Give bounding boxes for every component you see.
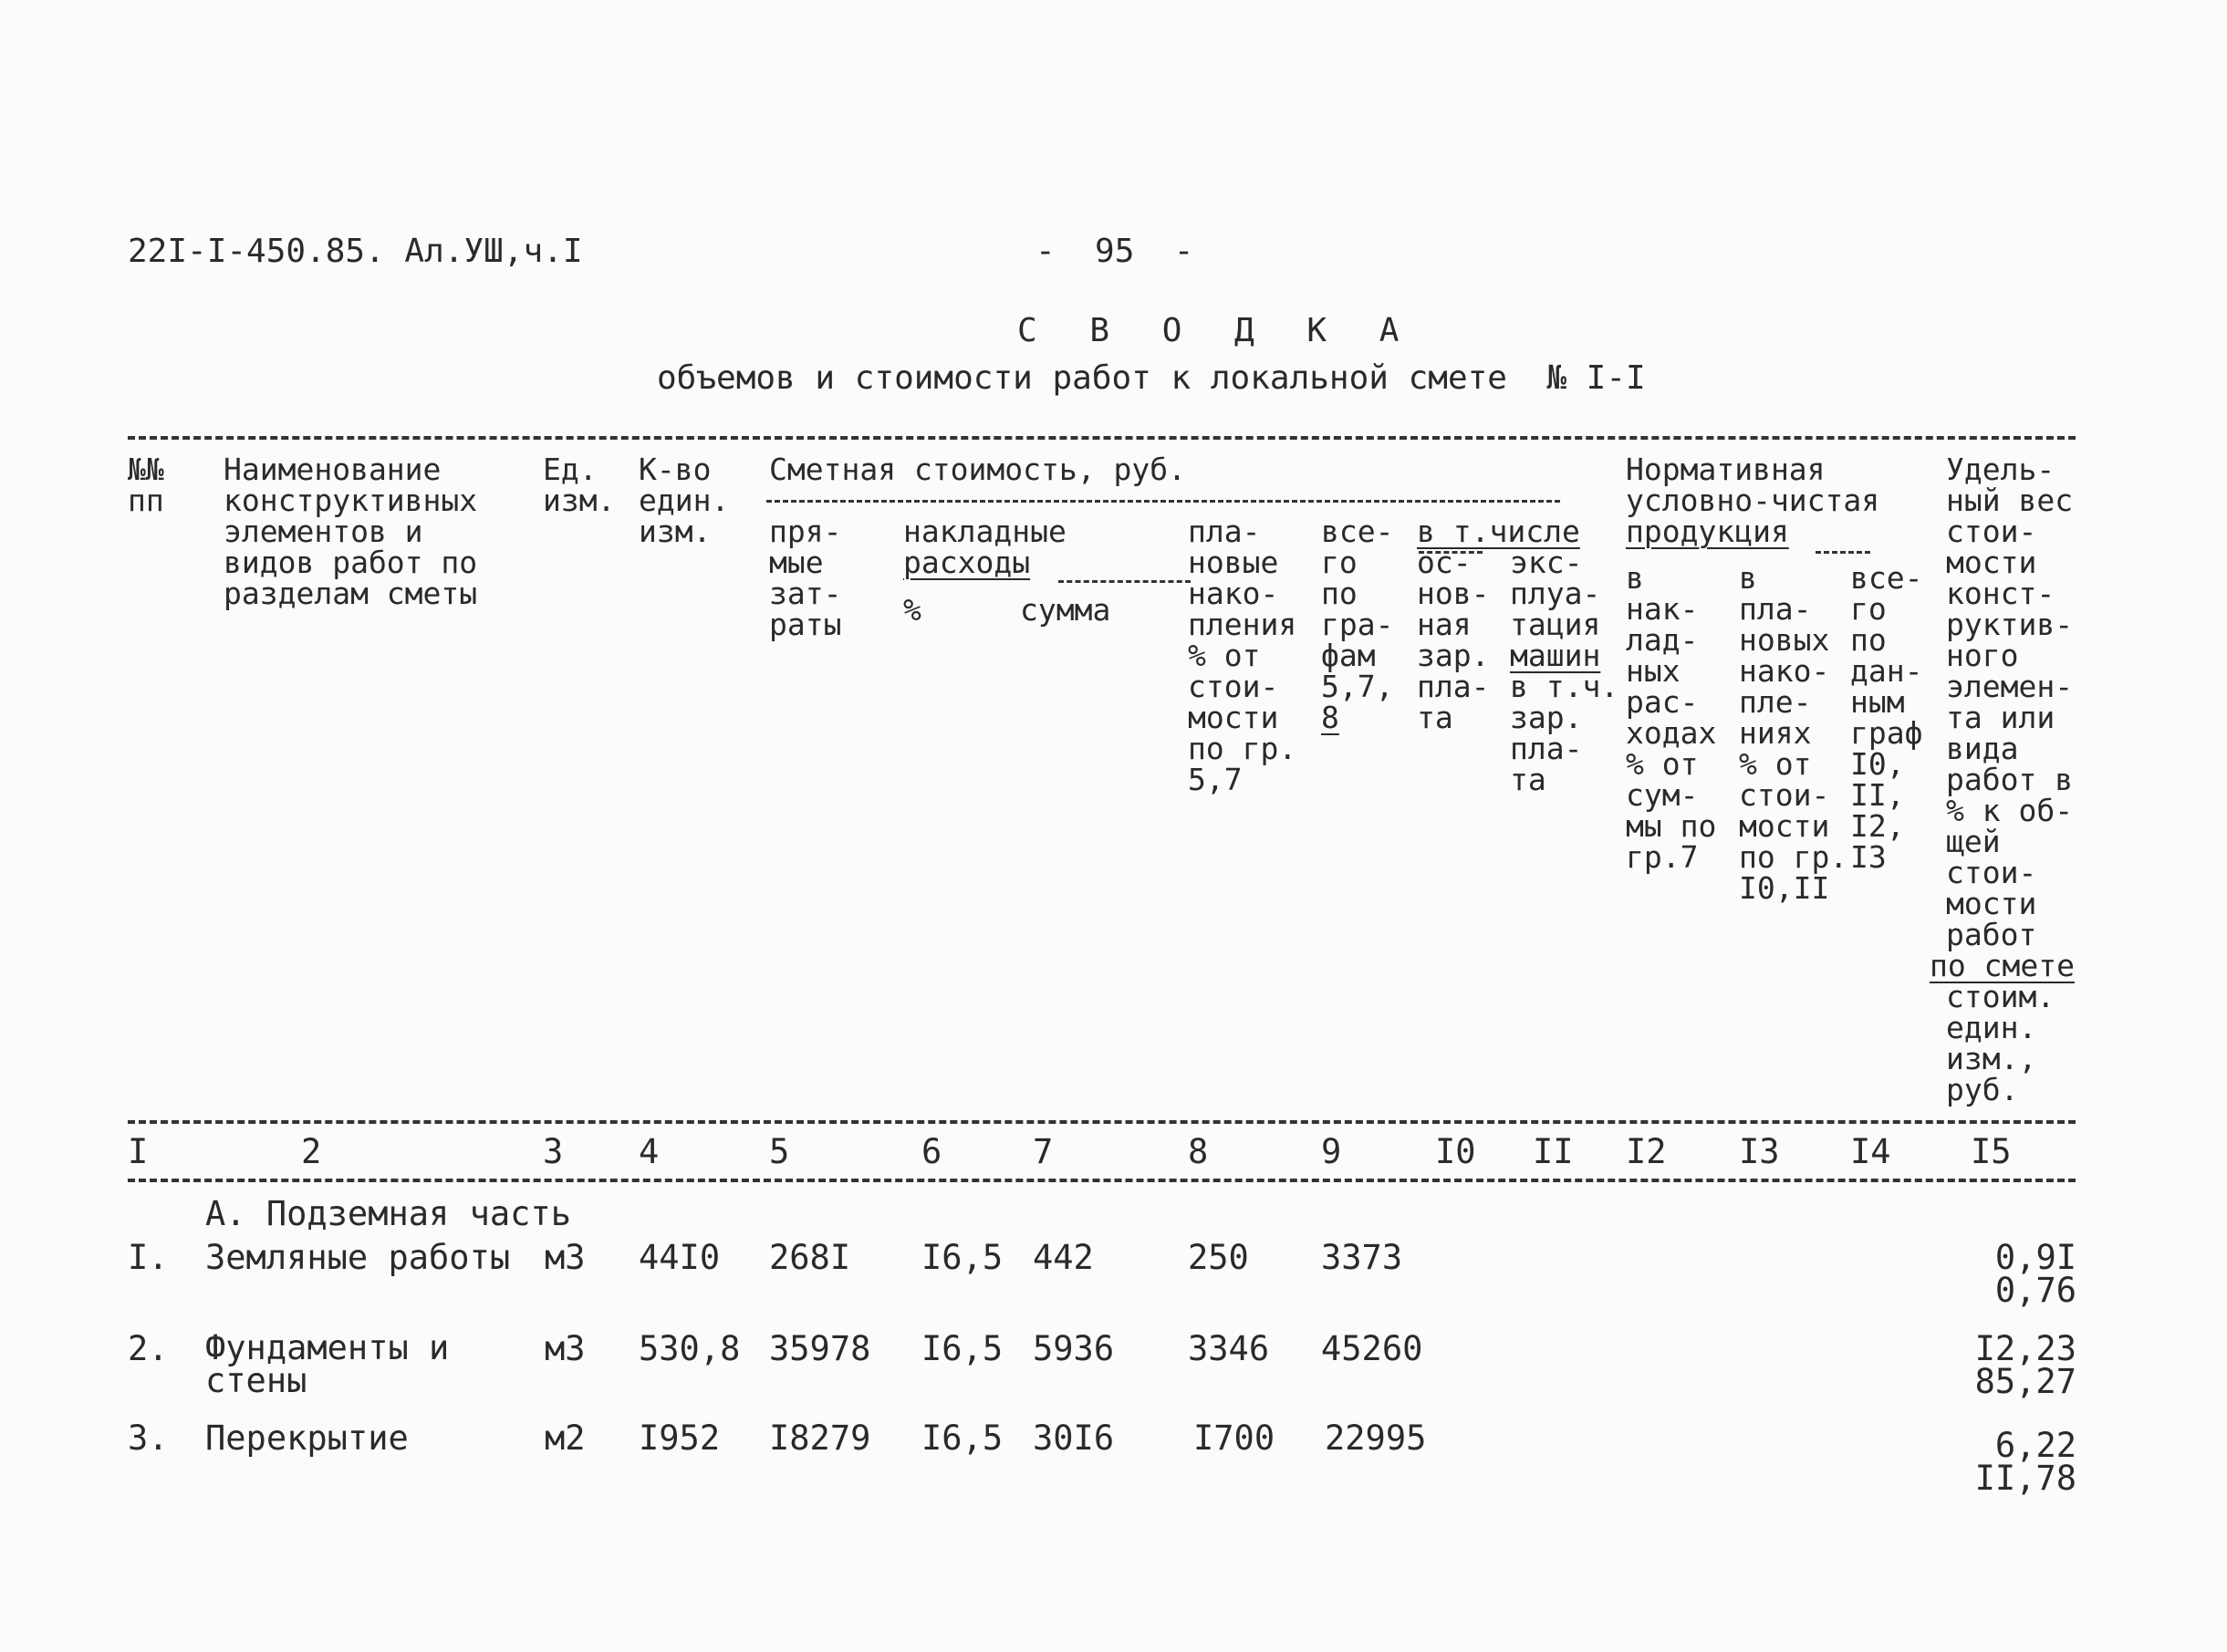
row-1-number: I. — [128, 1238, 169, 1277]
nakl-group-rule — [1058, 580, 1191, 583]
row-1-quantity: 44I0 — [639, 1238, 721, 1277]
page-number: - 95 - — [1035, 233, 1194, 270]
header-by-estimate: по смете — [1930, 948, 2075, 983]
header-unit-weight: Удель- ный вес стои- мости конст- руктив- ного элемен- та или вида работ в % к об- щей стои- мости работ — [1946, 452, 2074, 952]
header-direct-costs: пря- мые зат- раты — [769, 514, 842, 642]
header-bottom-rule — [128, 1120, 2076, 1124]
row-3-total: 22995 — [1325, 1418, 1427, 1458]
row-3-planned-savings: I700 — [1193, 1418, 1275, 1458]
row-2-total: 45260 — [1321, 1329, 1423, 1368]
header-overheads-expenses: расходы — [903, 545, 1031, 580]
header-overhead-percent: % — [903, 592, 921, 628]
column-number-2: 2 — [301, 1132, 322, 1171]
row-1-unit-cost: 0,76 — [1994, 1271, 2076, 1310]
column-number-9: 9 — [1321, 1132, 1342, 1171]
column-number-7: 7 — [1033, 1132, 1054, 1171]
smeta-group-rule — [766, 500, 1560, 503]
row-1-overhead-percent: I6,5 — [921, 1238, 1004, 1277]
row-3-direct-costs: I8279 — [769, 1418, 871, 1458]
document-code: 22I-I-450.85. Ал.УШ,ч.I — [128, 233, 583, 270]
header-in-planned-savings: в пла- новых нако- пле- ниях % от стои- мости по гр. I0,II — [1739, 560, 1848, 906]
section-title: А. Подземная часть — [205, 1194, 571, 1233]
header-total-cols: 8 — [1321, 700, 1339, 735]
row-1-name: Земляные работы — [205, 1238, 511, 1277]
header-base-salary: ос- нов- ная зар. пла- та — [1417, 545, 1490, 735]
column-number-1: I — [128, 1132, 149, 1171]
row-2-overhead-percent: I6,5 — [921, 1329, 1004, 1368]
column-number-4: 4 — [639, 1132, 660, 1171]
row-3-unit-weight: 6,22 — [1994, 1426, 2076, 1465]
column-number-14: I4 — [1850, 1132, 1891, 1171]
row-1-unit-weight: 0,9I — [1994, 1238, 2076, 1277]
header-row-number: №№ пп — [128, 452, 164, 518]
column-number-5: 5 — [769, 1132, 790, 1171]
header-machine-operation: экс- плуа- тация — [1510, 545, 1601, 642]
column-number-15: I5 — [1971, 1132, 2012, 1171]
row-2-overhead-sum: 5936 — [1033, 1329, 1115, 1368]
column-number-13: I3 — [1739, 1132, 1780, 1171]
header-overheads: накладные — [903, 514, 1067, 549]
header-total-by-columns: все- го по дан- ным граф I0, II, I2, I3 — [1850, 560, 1923, 875]
row-2-quantity: 530,8 — [639, 1329, 741, 1368]
row-1-unit: м3 — [545, 1238, 586, 1277]
header-total: все- го по гра- фам 5,7, — [1321, 514, 1394, 704]
row-3-number: 3. — [128, 1418, 169, 1458]
row-1-total: 3373 — [1321, 1238, 1403, 1277]
header-planned-savings: пла- новые нако- пления % от стои- мости по гр. 5,7 — [1188, 514, 1297, 797]
row-2-unit-weight: I2,23 — [1974, 1329, 2076, 1368]
row-3-overhead-percent: I6,5 — [921, 1418, 1004, 1458]
header-unit: Ед. изм. — [543, 452, 616, 518]
row-1-overhead-sum: 442 — [1033, 1238, 1094, 1277]
header-name: Наименование конструктивных элементов и видов работ по разделам сметы — [224, 452, 478, 611]
header-unit-cost: стоим. един. изм., руб. — [1946, 979, 2055, 1107]
column-number-12: I2 — [1626, 1132, 1667, 1171]
table-top-rule — [128, 436, 2076, 440]
header-including: в т.числе — [1417, 514, 1580, 549]
row-1-planned-savings: 250 — [1188, 1238, 1249, 1277]
row-2-planned-savings: 3346 — [1188, 1329, 1270, 1368]
document-subtitle: объемов и стоимости работ к локальной смете № I-I — [657, 359, 1646, 397]
column-number-11: II — [1533, 1132, 1574, 1171]
header-production: продукция — [1626, 514, 1789, 549]
document-title: С В О Д К А — [1017, 312, 1416, 349]
header-normative-production: Нормативная условно-чистая — [1626, 452, 1880, 518]
row-2-unit: м3 — [545, 1329, 586, 1368]
column-number-6: 6 — [921, 1132, 942, 1171]
header-quantity: К-во един. изм. — [639, 452, 730, 549]
row-3-overhead-sum: 30I6 — [1033, 1418, 1115, 1458]
header-machines: машин — [1510, 638, 1601, 673]
column-number-3: 3 — [543, 1132, 564, 1171]
row-3-name: Перекрытие — [205, 1418, 409, 1458]
row-3-quantity: I952 — [639, 1418, 721, 1458]
header-machine-salary: в т.ч. зар. пла- та — [1510, 669, 1619, 797]
prod-group-rule — [1816, 551, 1870, 554]
header-overhead-sum: сумма — [1020, 592, 1111, 628]
row-2-direct-costs: 35978 — [769, 1329, 871, 1368]
header-in-overheads: в нак- лад- ных рас- ходах % от сум- мы по гр.7 — [1626, 560, 1717, 875]
row-1-direct-costs: 268I — [769, 1238, 851, 1277]
column-number-10: I0 — [1435, 1132, 1476, 1171]
row-2-number: 2. — [128, 1329, 169, 1368]
row-2-name: Фундаменты и стены — [205, 1328, 450, 1400]
row-2-unit-cost: 85,27 — [1974, 1362, 2076, 1401]
column-number-8: 8 — [1188, 1132, 1209, 1171]
header-smeta-cost: Сметная стоимость, руб. — [769, 452, 1186, 487]
row-3-unit: м2 — [545, 1418, 586, 1458]
row-3-unit-cost: II,78 — [1974, 1459, 2076, 1498]
column-numbers-rule — [128, 1179, 2076, 1182]
